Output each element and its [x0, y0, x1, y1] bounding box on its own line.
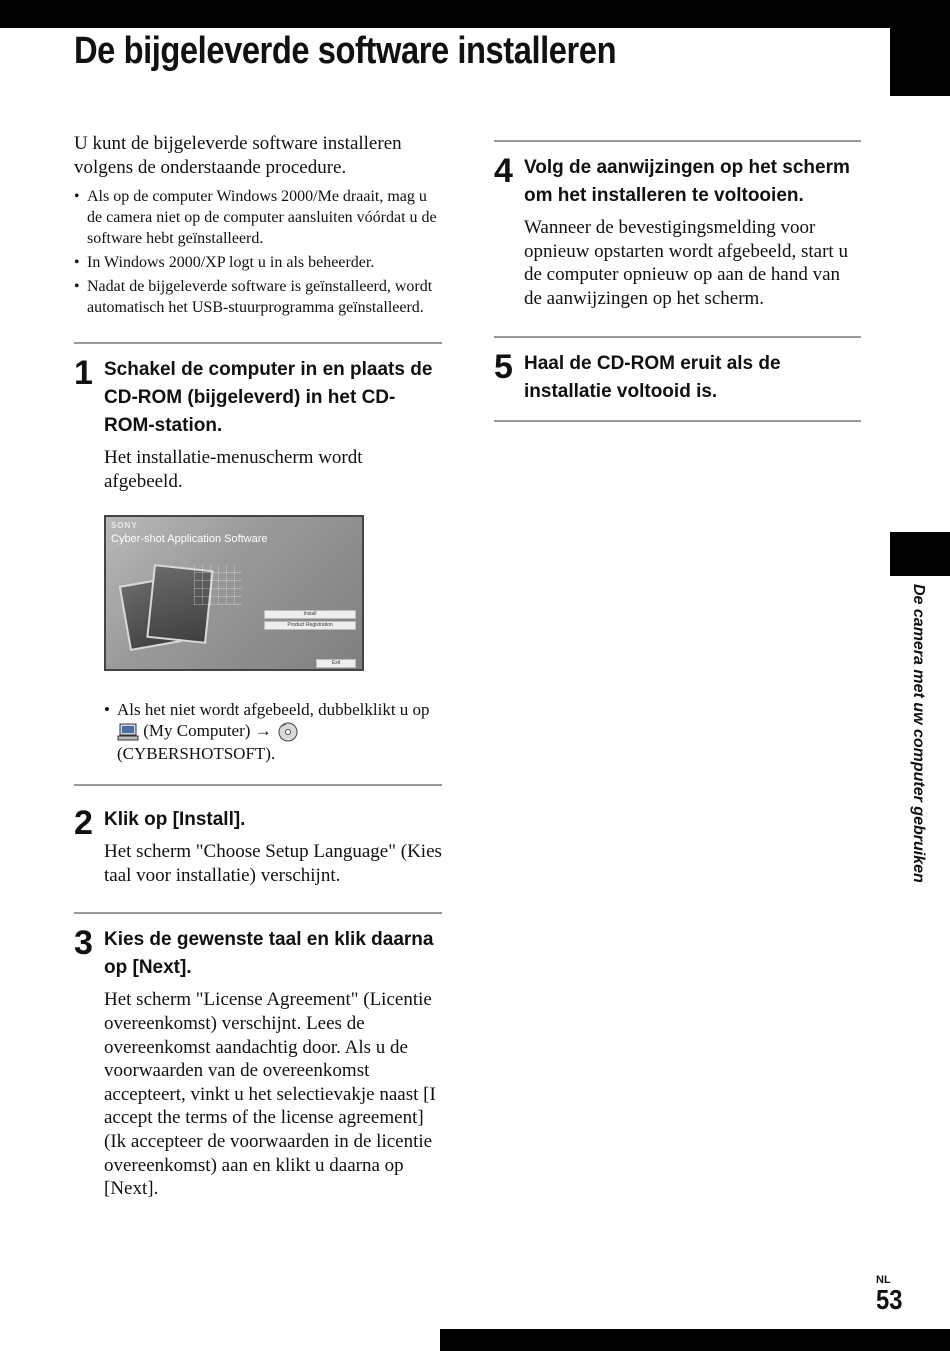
side-section-label: De camera met uw computer gebruiken	[910, 584, 927, 883]
step-heading: Haal de CD-ROM eruit als de installatie voltooid is.	[524, 353, 781, 403]
step-number: 2	[74, 804, 93, 843]
divider	[74, 342, 442, 344]
product-registration-button[interactable]: Product Registration	[264, 621, 356, 630]
intro-bullet: • Nadat de bijgeleverde software is geïnstalleerd, wordt automatisch het USB-stuurprogramma geïnstalleerd.	[74, 276, 442, 318]
top-bar	[0, 0, 950, 28]
install-button[interactable]: Install	[264, 610, 356, 619]
step-number: 1	[74, 354, 93, 392]
divider	[494, 140, 861, 142]
page-title: De bijgeleverde software installeren	[74, 30, 617, 72]
step-heading: Volg de aanwijzingen op het scherm om het installeren te voltooien.	[524, 157, 850, 206]
screenshot-brand: SONY	[111, 521, 138, 531]
step-body: Het scherm "Choose Setup Language" (Kies taal voor installatie) verschijnt.	[104, 841, 442, 886]
step-number: 4	[494, 152, 513, 190]
exit-button[interactable]: Exit	[316, 659, 356, 668]
step-1	[74, 356, 442, 764]
note-drive: (CYBERSHOTSOFT).	[117, 744, 276, 764]
intro-bullets	[74, 186, 442, 318]
page-number	[876, 1274, 907, 1314]
page-digits: 53	[876, 1284, 903, 1315]
step-heading: Schakel de computer in en plaats de CD-ROM (bijgeleverd) in het CD-ROM-station.	[104, 359, 433, 436]
right-column	[494, 140, 861, 422]
calendar-grid	[194, 565, 242, 605]
note-bullet	[104, 699, 442, 764]
my-computer-icon	[117, 723, 139, 741]
divider	[494, 420, 861, 422]
step-body: Het installatie-menuscherm wordt afgebeeld.	[104, 447, 363, 492]
arrow-icon: →	[254, 721, 272, 741]
cd-drive-icon	[276, 721, 300, 743]
step-number: 5	[494, 348, 513, 387]
step-number: 3	[74, 924, 93, 963]
step-5	[494, 350, 861, 406]
note-computer: (My Computer)	[143, 721, 251, 741]
step-body: Het scherm "License Agreement" (Licentie overeenkomst) verschijnt. Lees de overeenkomst aandachtig door. Als u de voorwaarden van de overeenkomst accepteert, vinkt u het selectievakje naast [I accept the terms of the license agreement] (Ik accepteer de voorwaarden in de licentie overeenkomst) aan en klikt u daarna op [Next].	[104, 989, 436, 1200]
divider	[494, 336, 861, 338]
page-language: NL	[876, 1274, 891, 1286]
installer-menu-screenshot	[104, 515, 364, 671]
side-tab-block	[890, 532, 950, 576]
note-text: Als het niet wordt afgebeeld, dubbelklikt u op	[117, 700, 430, 720]
divider	[74, 784, 442, 786]
step-heading: Klik op [Install].	[104, 809, 246, 831]
intro-bullet: • In Windows 2000/XP logt u in als beheerder.	[74, 252, 442, 273]
intro-text: U kunt de bijgeleverde software installeren volgens de onderstaande procedure.	[74, 133, 402, 178]
step-heading: Kies de gewenste taal en klik daarna op [Next].	[104, 929, 434, 979]
step-body: Wanneer de bevestigingsmelding voor opnieuw opstarten wordt afgebeeld, start u de computer opnieuw op aan de hand van de aanwijzingen op het scherm.	[524, 217, 848, 309]
step-4	[494, 154, 861, 310]
step-2	[74, 806, 442, 887]
corner-block	[890, 28, 950, 96]
intro-bullet: • Als op de computer Windows 2000/Me draait, mag u de camera niet op de computer aansluiten vóórdat u de software hebt geïnstalleerd.	[74, 186, 442, 249]
left-column	[74, 132, 442, 1201]
divider	[74, 912, 442, 914]
step-3	[74, 926, 442, 1200]
bottom-bar	[440, 1329, 950, 1351]
screenshot-app-title: Cyber-shot Application Software	[111, 533, 268, 546]
